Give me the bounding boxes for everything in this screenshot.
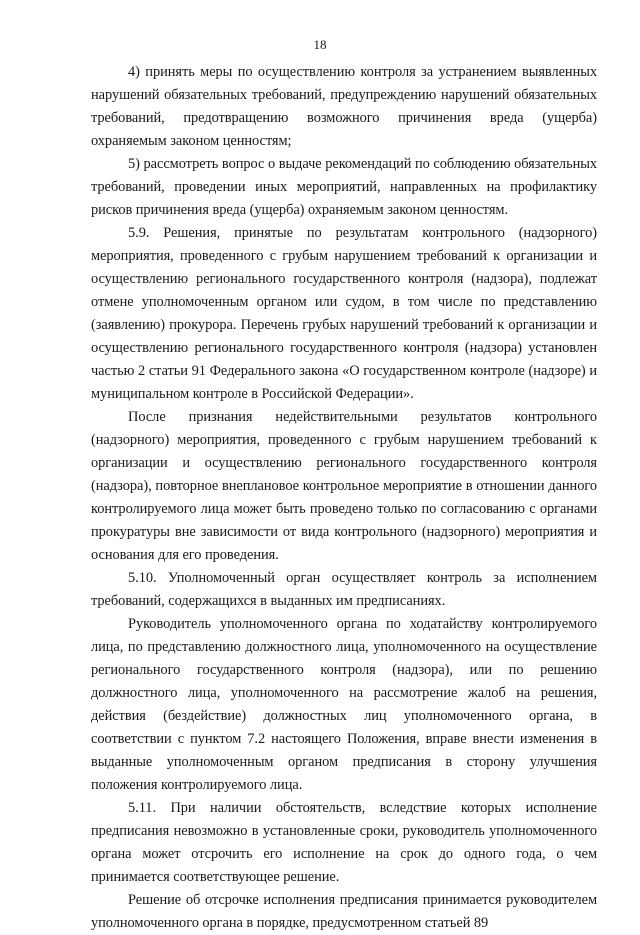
paragraph-after-invalidation: После признания недействительными результатов контрольного (надзорного) мероприятия, проведенного с грубым нарушением требований к организации и осуществлению регионального государственного контроля (надзора), повторное внеплановое контрольное мероприятие в отношении данного контролируемого лица может быть проведено только по согласованию с органами прокуратуры вне зависимости от вида контрольного (надзорного) мероприятия и основания для его проведения.: [91, 409, 597, 563]
paragraph-item-5: 5) рассмотреть вопрос о выдаче рекомендаций по соблюдению обязательных требований, проведении иных мероприятий, направленных на профилактику рисков причинения вреда (ущерба) охраняемым законом ценностям.: [91, 156, 597, 218]
document-body: [91, 61, 597, 935]
paragraph-head-amendments: Руководитель уполномоченного органа по ходатайству контролируемого лица, по представлению должностного лица, уполномоченного на осуществление регионального государственного контроля (надзора), или по решению должностного лица, уполномоченного на рассмотрение жалоб на решения, действия (бездействие) должностных лиц уполномоченного органа, в соответствии с пунктом 7.2 настоящего Положения, вправе внести изменения в выданные уполномоченным органом предписания в сторону улучшения положения контролируемого лица.: [91, 616, 597, 793]
page-number: 18: [313, 37, 327, 52]
paragraph-deferral-decision: Решение об отсрочке исполнения предписания принимается руководителем уполномоченного органа в порядке, предусмотренном статьей 89: [91, 892, 597, 931]
paragraph-5-10: 5.10. Уполномоченный орган осуществляет контроль за исполнением требований, содержащихся в выданных им предписаниях.: [91, 570, 597, 609]
paragraph-item-4: 4) принять меры по осуществлению контроля за устранением выявленных нарушений обязательных требований, предупреждению нарушений обязательных требований, предотвращению возможного причинения вреда (ущерба) охраняемым законом ценностям;: [91, 64, 597, 149]
paragraph-5-9: 5.9. Решения, принятые по результатам контрольного (надзорного) мероприятия, проведенного с грубым нарушением требований к организации и осуществлению регионального государственного контроля (надзора), подлежат отмене уполномоченным органом или судом, в том числе по представлению (заявлению) прокурора. Перечень грубых нарушений требований к организации и осуществлению регионального государственного контроля (надзора) установлен частью 2 статьи 91 Федерального закона «О государственном контроле (надзоре) и муниципальном контроле в Российской Федерации».: [91, 225, 597, 402]
paragraph-5-11: 5.11. При наличии обстоятельств, вследствие которых исполнение предписания невозможно в установленные сроки, руководитель уполномоченного органа может отсрочить его исполнение на срок до одного года, о чем принимается соответствующее решение.: [91, 800, 597, 885]
